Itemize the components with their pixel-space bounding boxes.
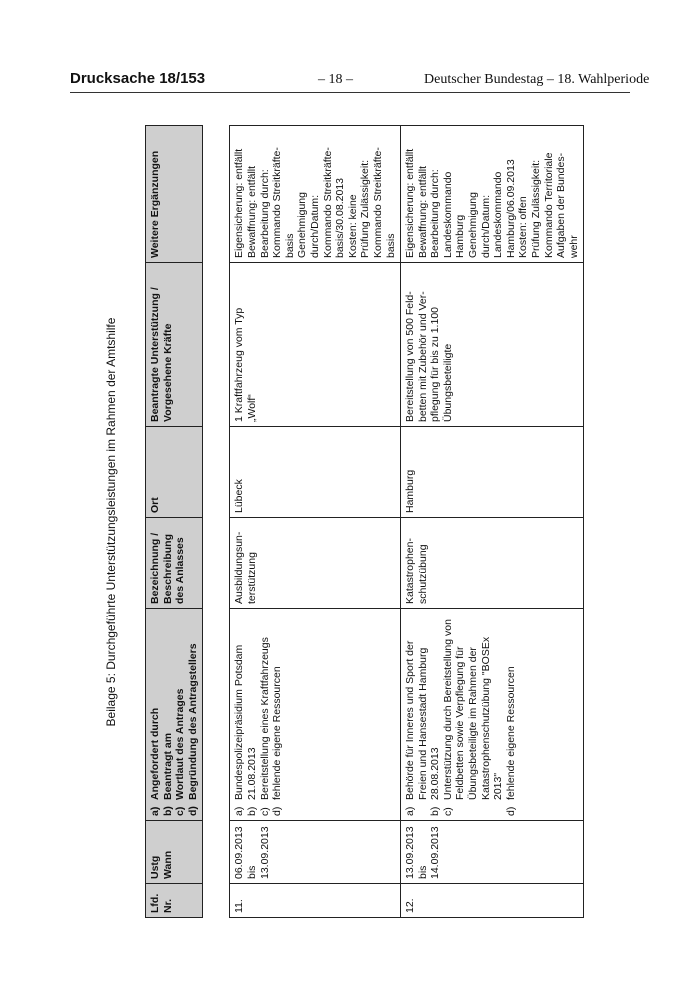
cell-line: Bewaffnung: entfällt xyxy=(416,165,429,258)
header-rule xyxy=(70,92,630,93)
cell-line: „Wolf“ xyxy=(245,394,258,422)
cell-bezeichnung xyxy=(401,518,584,609)
support-table xyxy=(145,125,584,918)
cell-line: Landeskommando xyxy=(492,171,505,258)
list-key: d) xyxy=(271,806,284,816)
list-key: d) xyxy=(504,806,517,816)
cell-line: schutzübung xyxy=(416,544,429,604)
header-line: Beschreibung xyxy=(161,533,174,604)
header-bezeichnung xyxy=(146,518,203,609)
cell-line: terstützung xyxy=(245,552,258,604)
cell-nr: 12. xyxy=(401,884,584,918)
cell-line: Prüfung Zulässigkeit: xyxy=(530,159,543,258)
list-text: 28.08.2013 xyxy=(429,747,442,800)
cell-line: basis xyxy=(384,233,397,258)
page-number: – 18 – xyxy=(318,72,353,87)
cell-line: Kosten: offen xyxy=(517,196,530,258)
cell-line: Kosten: keine xyxy=(346,194,359,258)
list-key: c) xyxy=(441,807,454,816)
table-row xyxy=(230,126,401,918)
cell-beantragte xyxy=(401,263,584,427)
list-text: Behörde für Inneres und Sport der Freien und Hansestadt Hamburg xyxy=(404,640,429,800)
cell-line: 1 Kraftfahrzeug vom Typ xyxy=(233,307,246,422)
cell-line: Bearbeitung durch: xyxy=(429,169,442,258)
cell-line: Prüfung Zulässigkeit: xyxy=(359,159,372,258)
cell-weitere xyxy=(401,126,584,263)
cell-line: Bereitstellung von 500 Feld- xyxy=(404,291,417,422)
cell-line: Genehmigung xyxy=(467,192,480,258)
cell-angefordert xyxy=(230,609,401,821)
list-key: c) xyxy=(258,807,271,816)
cell-line: 13.09.2013 xyxy=(258,826,271,879)
rotated-table-section xyxy=(103,126,583,918)
header-line: Beantragte Unterstützung / xyxy=(149,287,161,422)
header-wann-line: Ustg xyxy=(149,855,161,879)
cell-line: Übungsbeteiligte xyxy=(441,343,454,422)
header-ort: Ort xyxy=(146,427,203,518)
cell-line: Kommando Streitkräfte- xyxy=(321,147,334,258)
cell-line: bis xyxy=(416,865,429,879)
cell-line: durch/Datum: xyxy=(479,194,492,258)
list-key: a) xyxy=(233,806,246,816)
header-line: Bezeichnung / xyxy=(149,532,161,604)
list-key: a) xyxy=(404,806,417,816)
cell-line: 13.09.2013 xyxy=(404,826,417,879)
list-key: a) xyxy=(149,806,161,816)
cell-wann xyxy=(401,821,584,884)
parliament-title: Deutscher Bundestag – 18. Wahlperiode xyxy=(424,72,650,87)
cell-line: Landeskommando xyxy=(441,171,454,258)
cell-line: wehr xyxy=(567,235,580,258)
list-key: b) xyxy=(245,806,258,816)
cell-line: basis xyxy=(283,233,296,258)
cell-line: Hamburg/06.09.2013 xyxy=(504,159,517,258)
list-text: Angefordert durch xyxy=(149,707,161,800)
cell-line: basis/30.08.2013 xyxy=(334,178,347,258)
table-header-row xyxy=(146,126,203,918)
cell-line: Aufgaben der Bundes- xyxy=(555,152,568,258)
cell-line: Eigensicherung: entfällt xyxy=(233,148,246,258)
header-wann xyxy=(146,821,203,884)
list-text: Begründung des Antragstellers xyxy=(186,643,199,800)
cell-line: Katastrophen- xyxy=(404,538,417,604)
list-key: d) xyxy=(186,806,199,816)
cell-wann xyxy=(230,821,401,884)
list-key: c) xyxy=(174,806,187,816)
cell-line: durch/Datum: xyxy=(308,194,321,258)
cell-line: Bearbeitung durch: xyxy=(258,169,271,258)
table-spacer xyxy=(203,126,230,918)
cell-nr: 11. xyxy=(230,884,401,918)
table-caption: Beilage 5: Durchgeführte Unterstützungsleistungen im Rahmen der Amtshilfe xyxy=(104,317,118,727)
cell-ort: Hamburg xyxy=(401,427,584,518)
list-text: Bereitstellung eines Kraftfahrzeugs xyxy=(258,637,271,800)
header-beantragte xyxy=(146,263,203,427)
document-number xyxy=(70,70,205,92)
list-text: Wortlaut des Antrages xyxy=(174,688,187,800)
document-number-label: Drucksache 18/ xyxy=(70,70,181,87)
cell-line: 06.09.2013 xyxy=(233,826,246,879)
cell-weitere xyxy=(230,126,401,263)
list-text: Unterstützung durch Bereitstellung von Feldbetten sowie Verpflegung für Übungsbeteiligte im Rahmen der Katastrophenschutzübung "BOSEx 2013" xyxy=(441,619,505,800)
list-text: fehlende eigene Ressourcen xyxy=(271,666,284,800)
list-text: 21.08.2013 xyxy=(245,747,258,800)
cell-line: bis xyxy=(245,865,258,879)
cell-angefordert xyxy=(401,609,584,821)
table-row xyxy=(401,126,584,918)
cell-line: Genehmigung xyxy=(296,192,309,258)
cell-ort: Lübeck xyxy=(230,427,401,518)
document-number-value: 153 xyxy=(180,70,206,87)
list-text: Beantragt am xyxy=(161,732,174,800)
cell-line: Kommando Territoriale xyxy=(542,152,555,258)
cell-line: Kommando Streitkräfte- xyxy=(271,147,284,258)
header-weitere: Weitere Ergänzungen xyxy=(146,126,203,263)
list-text: fehlende eigene Ressourcen xyxy=(504,666,517,800)
header-line: des Anlasses xyxy=(174,537,187,604)
cell-line: Eigensicherung: entfällt xyxy=(404,148,417,258)
cell-line: Ausbildungsun- xyxy=(233,531,246,604)
cell-line: betten mit Zubehör und Ver- xyxy=(416,291,429,422)
cell-line: pflegung für bis zu 1.100 xyxy=(429,307,442,422)
header-wann-line: Wann xyxy=(161,850,174,879)
cell-line: Hamburg xyxy=(454,214,467,258)
header-line: Vorgesehene Kräfte xyxy=(161,323,174,422)
cell-line: 14.09.2013 xyxy=(429,826,442,879)
cell-line: Kommando Streitkräfte- xyxy=(371,147,384,258)
cell-beantragte xyxy=(230,263,401,427)
list-key: b) xyxy=(429,806,442,816)
cell-line: Bewaffnung: entfällt xyxy=(245,165,258,258)
header-nr: Lfd. Nr. xyxy=(146,884,203,918)
cell-bezeichnung xyxy=(230,518,401,609)
list-key: b) xyxy=(161,806,174,816)
header-angefordert xyxy=(146,609,203,821)
list-text: Bundespolizeipräsidium Potsdam xyxy=(233,644,246,800)
